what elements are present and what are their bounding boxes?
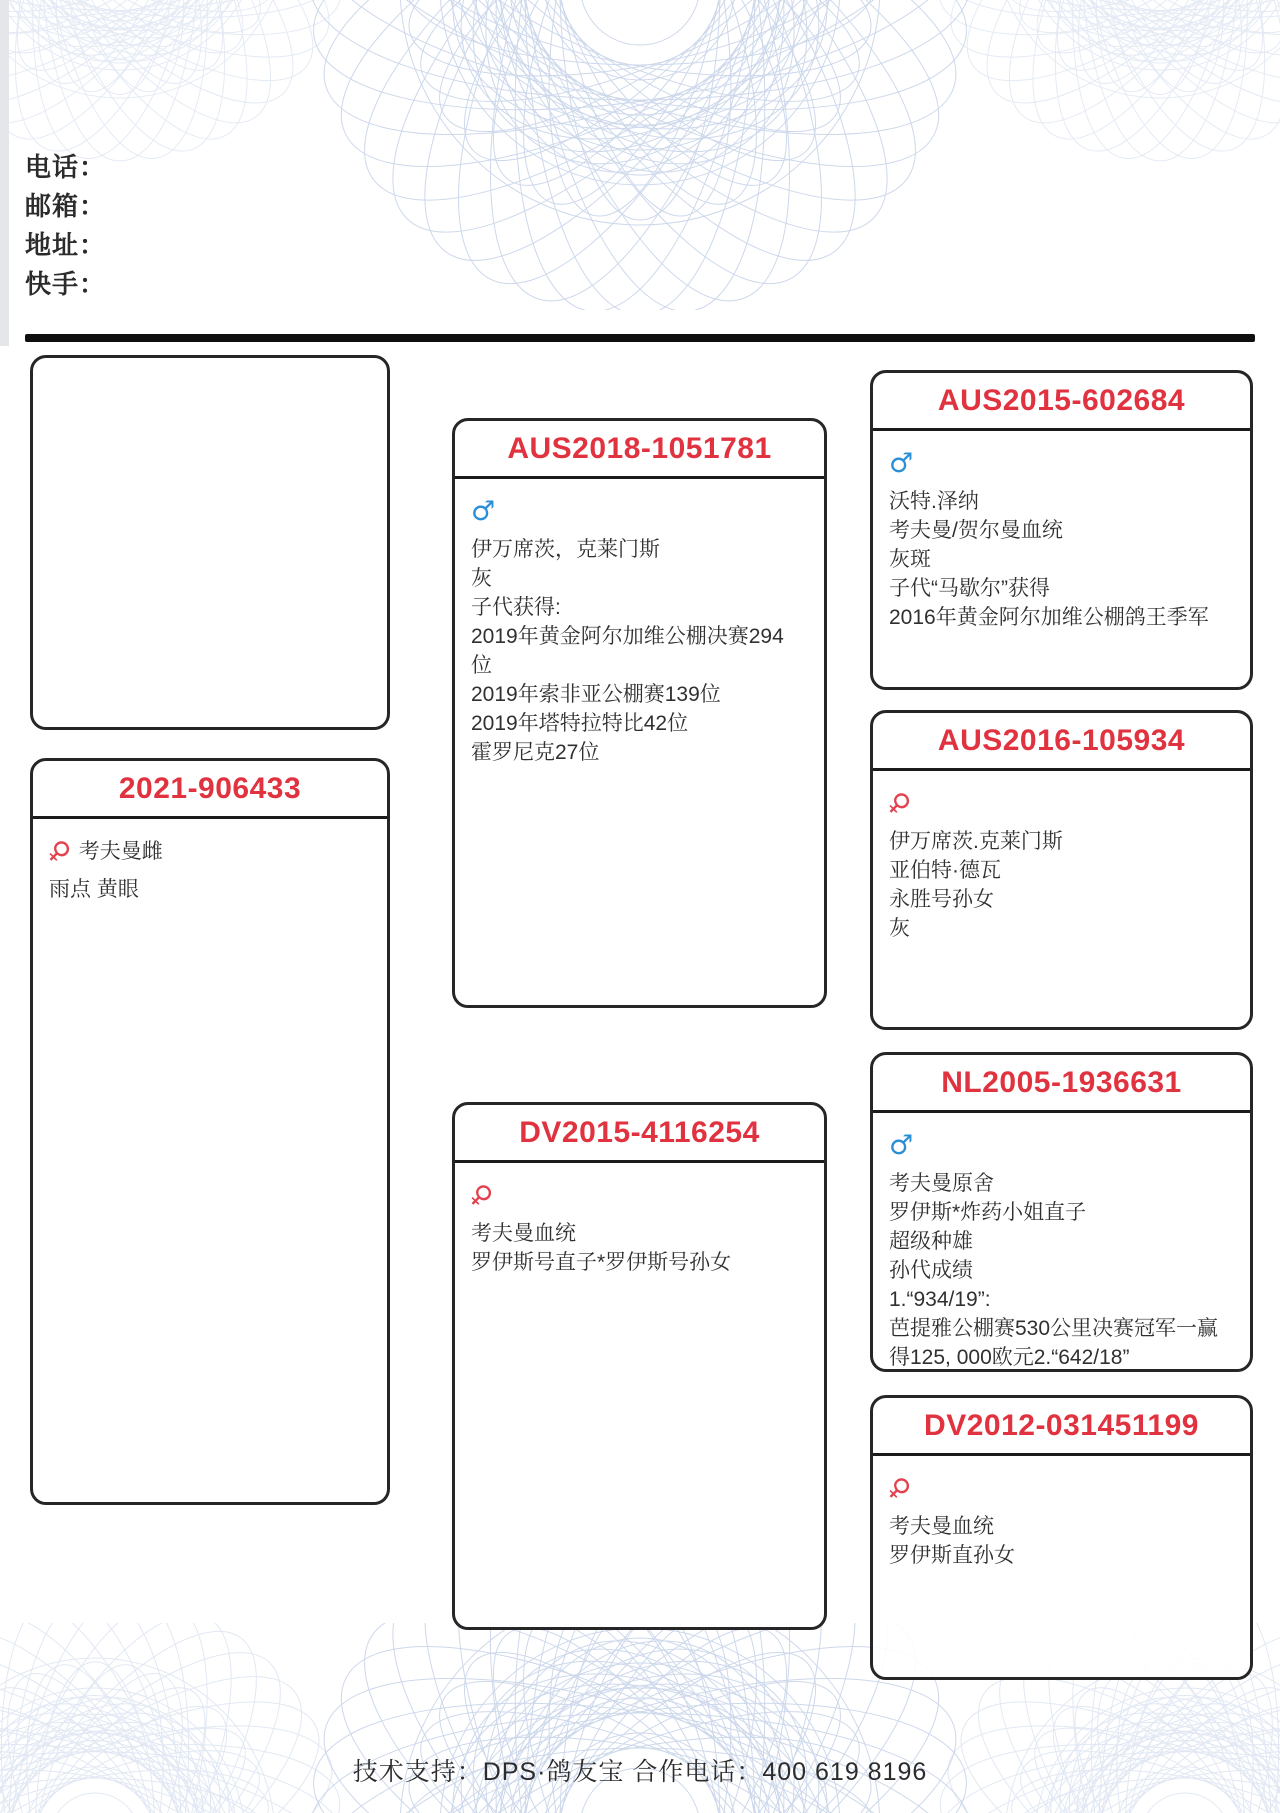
contact-header [25,148,106,304]
pedigree-box-content [873,1456,1250,1582]
strain-label: 考夫曼雌 [78,839,163,863]
pedigree-box-content [33,819,387,916]
ring-number-title: NL2005-1936631 [873,1055,1250,1113]
pedigree-line: 考夫曼血统 [889,1515,994,1538]
pedigree-line: 罗伊斯号直子*罗伊斯号孙女 [471,1251,732,1274]
sex-row [880,1470,1228,1506]
pedigree-line: 2019年黄金阿尔加维公棚决赛294位 [471,625,784,677]
pedigree-line: 子代获得: [471,596,561,619]
pedigree-box-AUS2016-105934 [870,710,1253,1030]
pedigree-line: 考夫曼/贺尔曼血统 [889,519,1063,542]
pedigree-line: 2016年黄金阿尔加维公棚鸽王季军 [889,606,1209,629]
kuaishou-label: 快手： [25,269,107,299]
sex-row [471,495,802,527]
pedigree-line: 永胜号孙女 [889,888,994,911]
pedigree-line: 罗伊斯直孙女 [889,1544,1015,1567]
pedigree-box-content [455,479,824,779]
pedigree-line: 芭提雅公棚赛530公里决赛冠军一赢得125, 000欧元2.“642/18” [889,1317,1219,1369]
phone-label: 电话： [25,152,107,182]
email-label: 邮箱： [25,191,107,221]
pedigree-box-content [873,431,1250,644]
pedigree-box-content [873,1113,1250,1384]
pedigree-box-content [455,1163,824,1289]
pedigree-line: 灰斑 [889,548,931,571]
pedigree-line: 霍罗尼克27位 [471,741,600,764]
pedigree-line: 2019年塔特拉特比42位 [471,712,689,735]
female-icon: ♀ [880,1470,917,1506]
male-icon: ♂ [471,495,496,527]
pedigree-line: 罗伊斯*炸药小姐直子 [889,1201,1087,1224]
pedigree-box-AUS2018-1051781 [452,418,827,1008]
ring-number-title: 2021-906433 [33,761,387,819]
pedigree-box-AUS2015-602684 [870,370,1253,690]
ring-number-title: AUS2015-602684 [873,373,1250,431]
pedigree-line: 孙代成绩 [889,1259,973,1282]
empty-pedigree-box [30,355,390,730]
pedigree-line: 2019年索非亚公棚赛139位 [471,683,721,706]
pedigree-line: 子代“马歇尔”获得 [889,577,1050,600]
pedigree-line: 灰 [471,567,492,590]
pedigree-box-content [873,771,1250,955]
sex-row [462,1177,802,1213]
ring-number-title: DV2015-4116254 [455,1105,824,1163]
pedigree-line: 1.“934/19”: [889,1288,991,1311]
header-divider-bar [25,334,1255,342]
pedigree-line: 亚伯特·德瓦 [889,859,1001,882]
pedigree-box-DV2015-4116254 [452,1102,827,1630]
male-icon: ♂ [889,1129,914,1161]
male-icon: ♂ [889,447,914,479]
pedigree-line: 考夫曼原舍 [889,1172,994,1195]
pedigree-line: 伊万席茨，克莱门斯 [471,538,660,561]
pedigree-box-NL2005-1936631 [870,1052,1253,1372]
female-icon: ♀ [40,833,77,869]
pedigree-line: 考夫曼血统 [471,1222,576,1245]
ring-number-title: AUS2018-1051781 [455,421,824,479]
sex-row [40,833,365,869]
sex-row [889,1129,1228,1161]
female-icon: ♀ [880,785,917,821]
female-icon: ♀ [462,1177,499,1213]
pedigree-line: 雨点 黄眼 [49,878,139,901]
pedigree-line: 超级种雄 [889,1230,973,1253]
page-edge-shadow [0,0,9,346]
pedigree-line: 沃特.泽纳 [889,490,979,513]
guilloche-pattern-top [0,0,1280,310]
pedigree-box-2021-906433 [30,758,390,1505]
pedigree-box-DV2012-031451199 [870,1395,1253,1680]
pedigree-line: 伊万席茨.克莱门斯 [889,830,1063,853]
pedigree-line: 灰 [889,917,910,940]
sex-row [889,447,1228,479]
sex-row [880,785,1228,821]
address-label: 地址： [25,230,107,260]
tech-support-footer: 技术支持：DPS·鸽友宝 合作电话：400 619 8196 [352,1758,928,1786]
ring-number-title: AUS2016-105934 [873,713,1250,771]
ring-number-title: DV2012-031451199 [873,1398,1250,1456]
